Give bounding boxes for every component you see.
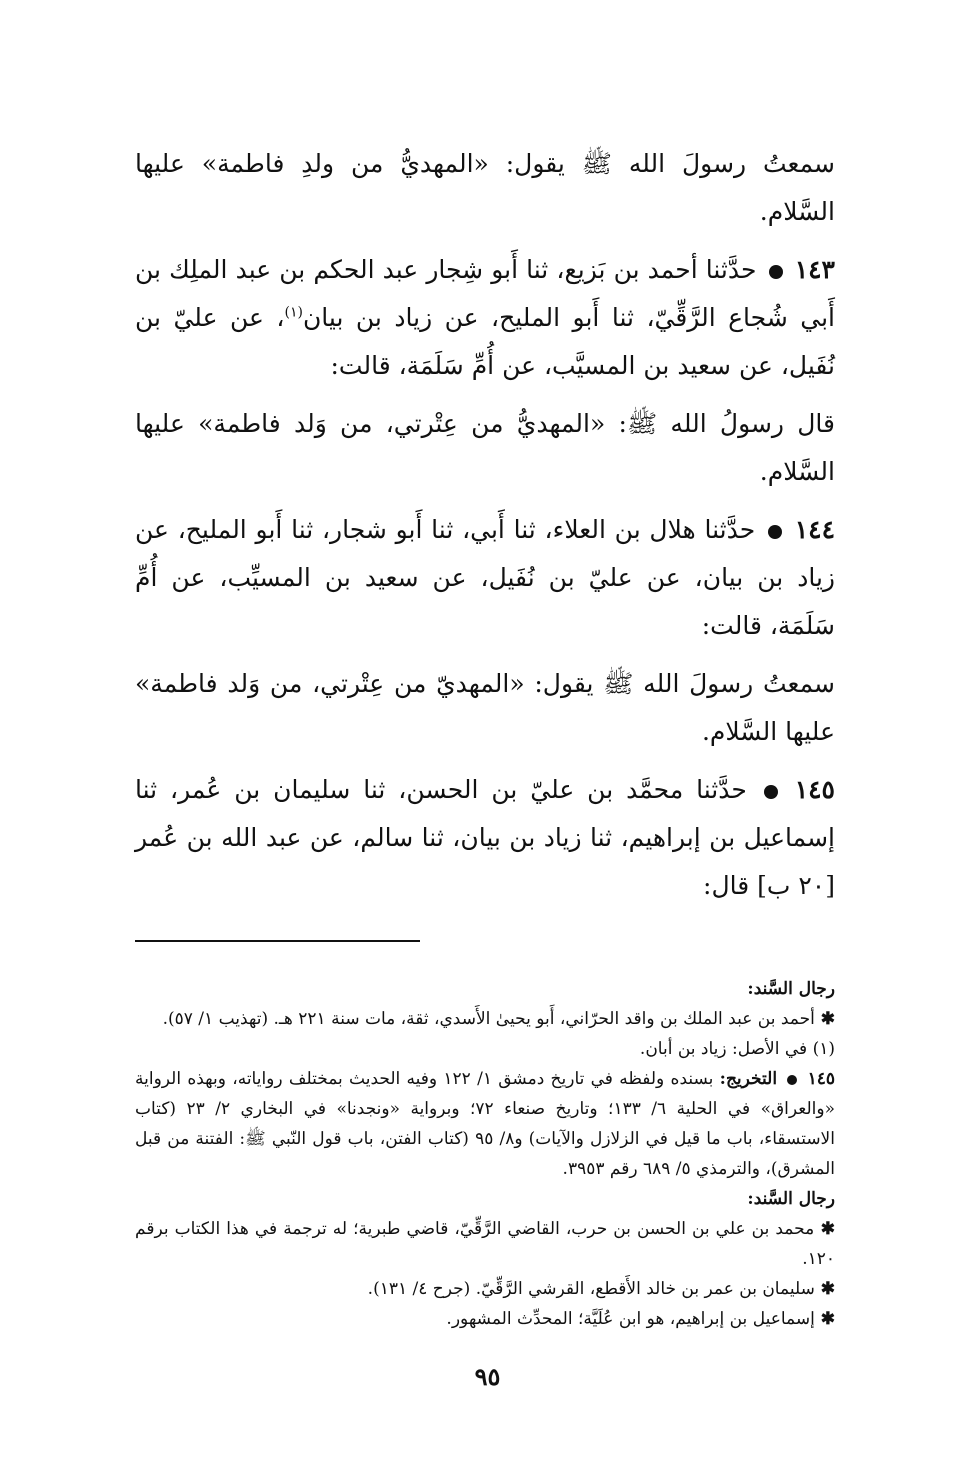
hadith-144 <box>135 506 835 650</box>
paragraph-1: سمعتُ رسولَ الله ﷺ يقول: «المهديُّ من ولدِ فاطمة» عليها السَّلام. <box>135 149 835 226</box>
hadith-text-cont: ، عن عليّ بن نُفَيل، عن سعيد بن المسيَّب، عن أُمِّ سَلَمَة، قالت: <box>135 303 835 380</box>
paragraph-5: سمعتُ رسولَ الله ﷺ يقول: «المهديّ من عِتْرتي، من وَلد فاطمة» عليها السَّلام. <box>135 669 835 746</box>
bullet-dot-icon <box>768 525 782 539</box>
footnote-divider <box>135 940 420 942</box>
hadith-143 <box>135 246 835 390</box>
rijal-item-text: محمد بن علي بن الحسن بن حرب، القاضي الرَّقِّيّ، قاضي طبرية؛ له ترجمة في هذا الكتاب برقم ١٢٠. <box>135 1219 835 1269</box>
asterisk-icon: ✱ <box>814 1309 835 1329</box>
rijal-item-text: سليمان بن عمر بن خالد الأَقطع، القرشي الرَّقِّيّ. (جرح ٤/ ١٣١). <box>367 1279 815 1299</box>
rijal-item <box>135 1304 835 1334</box>
page-number: ٩٥ <box>474 1362 501 1391</box>
rijal-item-text: أحمد بن عبد الملك بن واقد الحرّاني، أَبو يحيىٰ الأَسدي، ثقة، مات سنة ٢٢١ هـ. (تهذيب ١/ ٥٧). <box>162 1009 815 1029</box>
page-body <box>135 140 835 1334</box>
hadith-text: حدَّثنا أحمد بن بَزيع، ثنا أَبو شِجار عبد الحكم بن عبد الملِك بن أَبي شُجاع الرَّقِّيّ، ثنا أَبو المليح، عن زياد بن بيان <box>135 255 835 332</box>
takhrij-number: ١٤٥ <box>807 1069 836 1089</box>
bullet-dot-icon <box>769 265 783 279</box>
hadith-number: ١٤٥ <box>794 775 835 804</box>
footnotes <box>135 974 835 1334</box>
footnote-1: (١) في الأصل: زياد بن أبان. <box>639 1039 835 1059</box>
asterisk-icon: ✱ <box>814 1219 835 1239</box>
rijal-item-text: إسماعيل بن إبراهيم، هو ابن عُلَيَّة؛ المحدِّث المشهور. <box>446 1309 815 1329</box>
bullet-dot-icon <box>764 785 778 799</box>
rijal-item <box>135 1004 835 1034</box>
rijal-heading: رجال السَّند: <box>747 1189 835 1209</box>
hadith-number: ١٤٣ <box>794 255 835 284</box>
asterisk-icon: ✱ <box>814 1009 835 1029</box>
takhrij-heading: التخريج: <box>719 1069 778 1089</box>
takhrij-145 <box>135 1064 835 1184</box>
hadith-145 <box>135 766 835 910</box>
bullet-dot-icon <box>787 1075 797 1085</box>
rijal-heading: رجال السَّند: <box>747 979 835 999</box>
rijal-item <box>135 1214 835 1274</box>
paragraph-3: قال رسولُ الله ﷺ: «المهديُّ من عِتْرتي، من وَلد فاطمة» عليها السَّلام. <box>135 409 835 486</box>
hadith-text: حدَّثنا محمَّد بن عليّ بن الحسن، ثنا سليمان بن عُمر، ثنا إسماعيل بن إبراهيم، ثنا زياد بن بيان، ثنا سالم، عن عبد الله بن عُمر [٢٠ ب] قال: <box>135 775 835 900</box>
footnote-ref: (١) <box>284 304 303 321</box>
hadith-number: ١٤٤ <box>794 515 836 544</box>
takhrij-text: بسنده ولفظه في تاريخ دمشق ١/ ١٢٢ وفيه الحديث بمختلف رواياته، وبهذه الرواية «والعراق» في الحلية ٦/ ١٣٣؛ وتاريخ صنعاء ٧٢؛ وبرواية «ونجدنا» في البخاري ٢/ ٢٣ (كتاب الاستسقاء، باب ما قيل في الزلازل والآيات) و٨/ ٩٥ (كتاب الفتن، باب قول النّبي ﷺ: الفتنة من قبل المشرق)، والترمذي ٥/ ٦٨٩ رقم ٣٩٥٣. <box>135 1069 835 1179</box>
hadith-text: حدَّثنا هلال بن العلاء، ثنا أَبي، ثنا أَبو شجار، ثنا أَبو المليح، عن زياد بن بيان، عن عليّ بن نُفَيل، عن سعيد بن المسيِّب، عن أُمِّ سَلَمَة، قالت: <box>135 515 835 640</box>
asterisk-icon: ✱ <box>814 1279 835 1299</box>
rijal-item <box>135 1274 835 1304</box>
